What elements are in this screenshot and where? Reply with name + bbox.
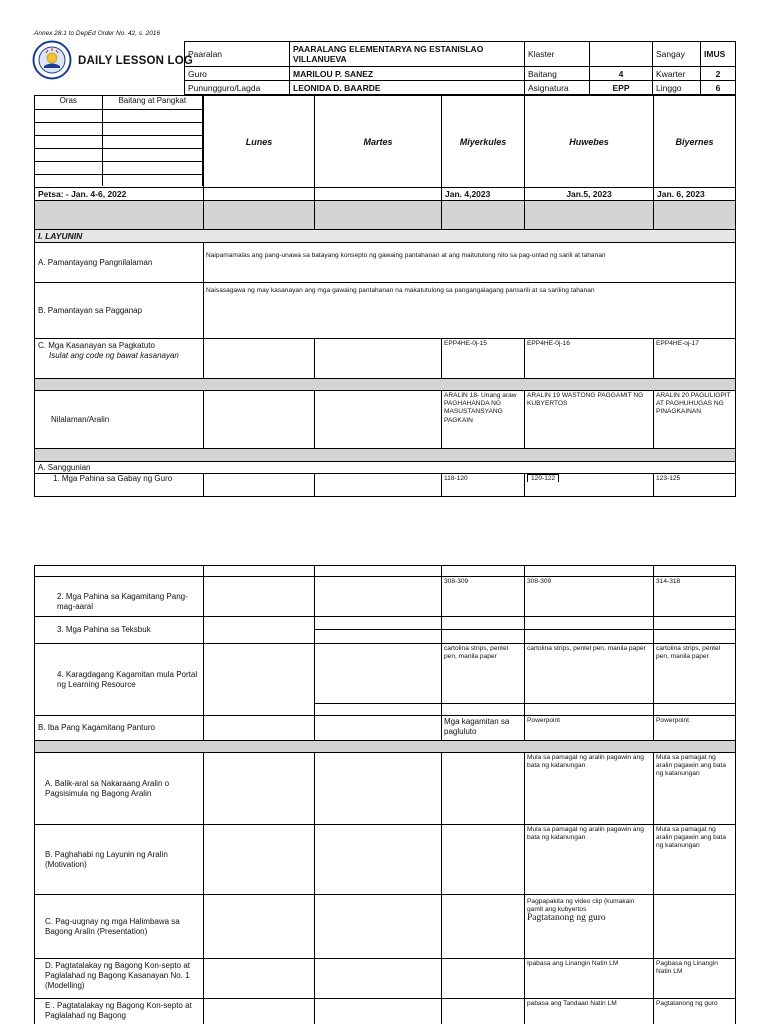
- kagamitang-label: 2. Mga Pahina sa Kagamitang Pang- mag-aaral: [35, 577, 204, 617]
- paguugnay-label: C. Pag-uugnay ng mga Halimbawa sa Bagong Aralin (Presentation): [35, 895, 204, 959]
- pagtatalakay1-thu: Ipabasa ang Linangin Natin LM: [525, 959, 654, 999]
- balik-fri: Mula sa pamagat ng aralin pagawin ang bata ng katanungan: [654, 753, 736, 825]
- balik-label: A. Balik-aral sa Nakaraang Aralin o Pagsisimula ng Bagong Aralin: [35, 753, 204, 825]
- iba-wed: Mga kagamitan sa pagluluto: [442, 716, 525, 741]
- day-huwebes: Huwebes: [525, 96, 654, 188]
- petsa-huwebes: Jan.5, 2023: [525, 188, 654, 201]
- nilalaman-wed: ARALIN 18- Unang araw PAGHAHANDA NG MASUSTANSYANG PAGKAIN: [442, 391, 525, 449]
- karagdagang-thu: cartolina strips, pentel pen, manila paper: [525, 644, 654, 704]
- kasanayan-fri: EPP4HE-oj-17: [654, 339, 736, 379]
- kwarter-value: 2: [701, 67, 736, 81]
- nilalaman-fri: ARALIN 20 PAGLILIGPIT AT PAGHUHUGAS NG PINAGKAINAN: [654, 391, 736, 449]
- iba-label: B. Iba Pang Kagamitang Panturo: [35, 716, 204, 741]
- lesson-table-page1: [34, 95, 736, 497]
- nilalaman-label: Nilalaman/Aralin: [35, 391, 204, 449]
- gabay-thu: 120-122: [527, 474, 559, 482]
- annex-note: Annex 28.1 to DepEd Order No. 42, s. 2016: [34, 30, 161, 37]
- paaralan-label: Paaralan: [185, 42, 290, 67]
- petsa-miyerkules: Jan. 4,2023: [442, 188, 525, 201]
- karagdagang-fri: cartolina strips, pentel pen, manila paper: [654, 644, 736, 704]
- punungguro-value: LEONIDA D. BAARDE: [290, 81, 525, 95]
- asignatura-label: Asignatura: [525, 81, 590, 95]
- kagamitang-fri: 314-318: [654, 577, 736, 617]
- oras-grid: [35, 96, 204, 188]
- paguugnay-thu: Pagpapakita ng video clip (kumakain gamit ang kubyertos: [527, 898, 635, 914]
- pagganap-label: B. Pamantayan sa Pagganap: [35, 283, 204, 339]
- kagamitang-thu: 308-309: [525, 577, 654, 617]
- paghahabi-label: B. Paghahabi ng Layunin ng Aralin (Motivation): [35, 825, 204, 895]
- paaralan-value: PAARALANG ELEMENTARYA NG ESTANISLAO VILLANUEVA: [290, 42, 525, 67]
- linggo-value: 6: [701, 81, 736, 95]
- pagtatalakay2-fri: Pagtatanong ng guro: [654, 999, 736, 1024]
- deped-seal-logo: [32, 40, 72, 80]
- iba-thu: Powerpoint: [525, 716, 654, 741]
- sangay-label: Sangay: [653, 42, 701, 67]
- balik-thu: Mula sa pamagat ng aralin pagawin ang bata ng katanungan: [525, 753, 654, 825]
- kagamitang-wed: 308-309: [442, 577, 525, 617]
- asignatura-value: EPP: [590, 81, 653, 95]
- linggo-label: Linggo: [653, 81, 701, 95]
- pamantayang-value: Naipamamalas ang pang-unawa sa batayang konsepto ng gawaing pantahanan at ang maitutulong nito sa pag-unlad ng sarili at tahanan: [204, 243, 736, 283]
- kasanayan-wed: EPP4HE-0j-15: [442, 339, 525, 379]
- baitang-label: Baitang: [525, 67, 590, 81]
- karagdagang-wed: cartolina strips, pentel pen, manila paper: [442, 644, 525, 704]
- kwarter-label: Kwarter: [653, 67, 701, 81]
- paghahabi-thu: Mula sa pamagat ng aralin pagawin ang bata ng katanungan: [525, 825, 654, 895]
- punungguro-label: Punungguro/Lagda: [185, 81, 290, 95]
- paghahabi-fri: Mula sa pamagat ng aralin pagawin ang bata ng katanungan: [654, 825, 736, 895]
- gabay-label: 1. Mga Pahina sa Gabay ng Guro: [35, 474, 204, 497]
- karagdagang-label: 4. Karagdagang Kagamitan mula Portal ng Learning Resource: [35, 644, 204, 716]
- teksbuk-label: 3. Mga Pahina sa Teksbuk: [35, 617, 204, 644]
- nilalaman-thu: ARALIN 19 WASTONG PAGGAMIT NG KUBYERTOS: [525, 391, 654, 449]
- day-lunes: Lunes: [204, 96, 315, 188]
- paguugnay-thu-cell: [525, 895, 654, 959]
- sanggunian-label: A. Sanggunian: [35, 462, 736, 474]
- gabay-wed: 118-120: [442, 474, 525, 497]
- petsa-biyernes: Jan. 6, 2023: [654, 188, 736, 201]
- baitang-value: 4: [590, 67, 653, 81]
- document-title: DAILY LESSON LOG: [78, 55, 194, 67]
- pagtatalakay2-thu: pabasa ang Tandaan Natin LM: [525, 999, 654, 1024]
- pagtatalakay1-label: D. Pagtatalakay ng Bagong Kon-septo at Paglalahad ng Bagong Kasanayan No. 1 (Modelling): [35, 959, 204, 999]
- pagtatalakay1-fri: Pagbasa ng Linangin Natin LM: [654, 959, 736, 999]
- lesson-table-page2: [34, 565, 736, 1024]
- gabay-fri: 123-125: [654, 474, 736, 497]
- gabay-thu-cell: [525, 474, 654, 497]
- kasanayan-cell: [35, 339, 204, 379]
- klaster-label: Klaster: [525, 42, 590, 67]
- pagtatalakay2-label: E . Pagtatalakay ng Bagong Kon-septo at Paglalahad ng Bagong: [35, 999, 204, 1024]
- kasanayan-thu: EPP4HE-0j-16: [525, 339, 654, 379]
- baitang-pangkat-header: Baitang at Pangkat: [102, 96, 203, 109]
- kasanayan-sub: Isulat ang code ng bawat kasanayan: [49, 351, 179, 360]
- paguugnay-thu2: Pagtatanong ng guro: [527, 913, 606, 924]
- sangay-value: IMUS: [701, 42, 736, 67]
- oras-header: Oras: [35, 96, 102, 109]
- pamantayang-label: A. Pamantayang Pangnilalaman: [35, 243, 204, 283]
- section-layunin: I. LAYUNIN: [35, 230, 736, 243]
- day-biyernes: Biyernes: [654, 96, 736, 188]
- day-martes: Martes: [315, 96, 442, 188]
- kasanayan-label: C. Mga Kasanayan sa Pagkatuto: [38, 341, 155, 350]
- guro-value: MARILOU P. SANEZ: [290, 67, 525, 81]
- header-table: [184, 41, 736, 95]
- klaster-value: [590, 42, 653, 67]
- guro-label: Guro: [185, 67, 290, 81]
- pagganap-value: Naisasagawa ng may kasanayan ang mga gawaing pantahanan na makatutulong sa pangangalagang pansarili at sa sariling tahanan: [204, 283, 736, 339]
- day-miyerkules: Miyerkules: [442, 96, 525, 188]
- petsa-label: Petsa: - Jan. 4-6, 2022: [35, 188, 204, 201]
- iba-fri: Powerpoint: [654, 716, 736, 741]
